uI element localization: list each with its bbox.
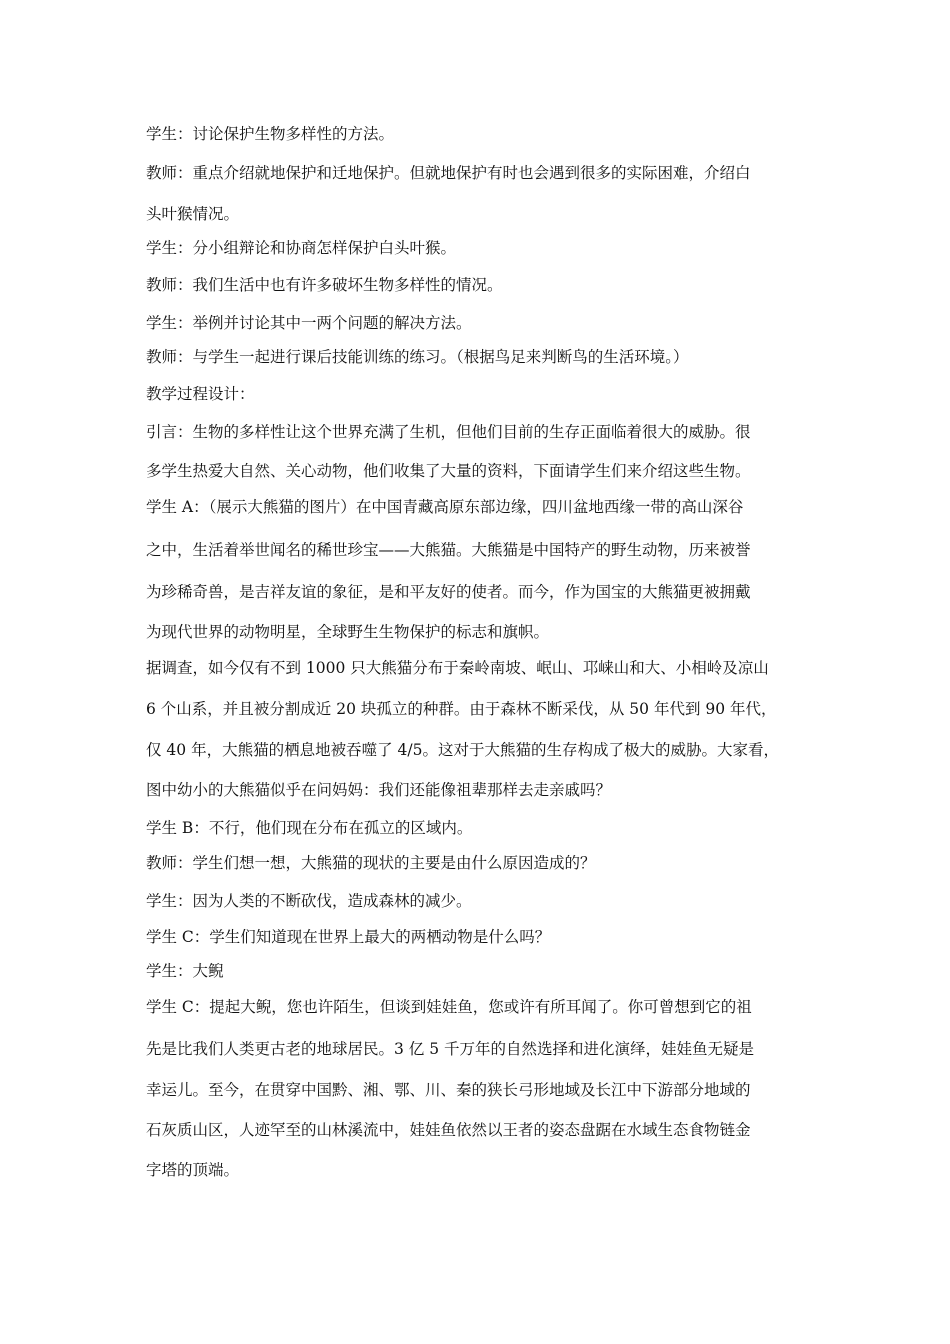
text-line: 仅 40 年，大熊猫的栖息地被吞噬了 4/5。这对于大熊猫的生存构成了极大的威胁。大家看，	[146, 741, 779, 759]
text-line: 幸运儿。至今，在贯穿中国黔、湘、鄂、川、秦的狭长弓形地域及长江中下游部分地域的	[146, 1081, 751, 1099]
text-line: 教师：重点介绍就地保护和迁地保护。但就地保护有时也会遇到很多的实际困难，介绍白	[146, 164, 751, 182]
text-line: 多学生热爱大自然、关心动物，他们收集了大量的资料，下面请学生们来介绍这些生物。	[146, 462, 751, 480]
text-line: 头叶猴情况。	[146, 205, 240, 223]
text-line: 教师：与学生一起进行课后技能训练的练习。（根据鸟足来判断鸟的生活环境。）	[146, 348, 689, 366]
text-line: 学生 C：学生们知道现在世界上最大的两栖动物是什么吗？	[146, 928, 551, 946]
text-line: 教学过程设计：	[146, 385, 255, 403]
text-line: 学生 B：不行，他们现在分布在孤立的区域内。	[146, 819, 473, 837]
text-line: 6 个山系，并且被分割成近 20 块孤立的种群。由于森林不断采伐，从 50 年代到 90 年代，	[146, 700, 777, 718]
text-line: 石灰质山区，人迹罕至的山林溪流中，娃娃鱼依然以王者的姿态盘踞在水域生态食物链金	[146, 1121, 751, 1139]
text-line: 之中，生活着举世闻名的稀世珍宝——大熊猫。大熊猫是中国特产的野生动物，历来被誉	[146, 541, 751, 559]
text-line: 引言：生物的多样性让这个世界充满了生机，但他们目前的生存正面临着很大的威胁。很	[146, 423, 751, 441]
text-line: 学生：大鲵	[146, 962, 224, 980]
text-line: 教师：我们生活中也有许多破坏生物多样性的情况。	[146, 276, 503, 294]
text-line: 学生：因为人类的不断砍伐，造成森林的减少。	[146, 892, 472, 910]
text-line: 学生：举例并讨论其中一两个问题的解决方法。	[146, 314, 472, 332]
text-line: 为现代世界的动物明星，全球野生生物保护的标志和旗帜。	[146, 623, 550, 641]
text-line: 学生：讨论保护生物多样性的方法。	[146, 125, 395, 143]
text-line: 先是比我们人类更古老的地球居民。3 亿 5 千万年的自然选择和进化演绎，娃娃鱼无疑是	[146, 1040, 755, 1058]
text-line: 据调查，如今仅有不到 1000 只大熊猫分布于秦岭南坡、岷山、邛崃山和大、小相岭及凉山	[146, 659, 769, 677]
text-line: 教师：学生们想一想，大熊猫的现状的主要是由什么原因造成的？	[146, 854, 596, 872]
text-line: 为珍稀奇兽，是吉祥友谊的象征，是和平友好的使者。而今，作为国宝的大熊猫更被拥戴	[146, 583, 751, 601]
text-line: 字塔的顶端。	[146, 1161, 240, 1179]
text-line: 学生 A：（展示大熊猫的图片）在中国青藏高原东部边缘，四川盆地西缘一带的高山深谷	[146, 498, 744, 516]
text-line: 图中幼小的大熊猫似乎在问妈妈：我们还能像祖辈那样去走亲戚吗？	[146, 781, 612, 799]
text-line: 学生 C：提起大鲵，您也许陌生，但谈到娃娃鱼，您或许有所耳闻了。你可曾想到它的祖	[146, 998, 752, 1016]
text-line: 学生：分小组辩论和协商怎样保护白头叶猴。	[146, 239, 457, 257]
